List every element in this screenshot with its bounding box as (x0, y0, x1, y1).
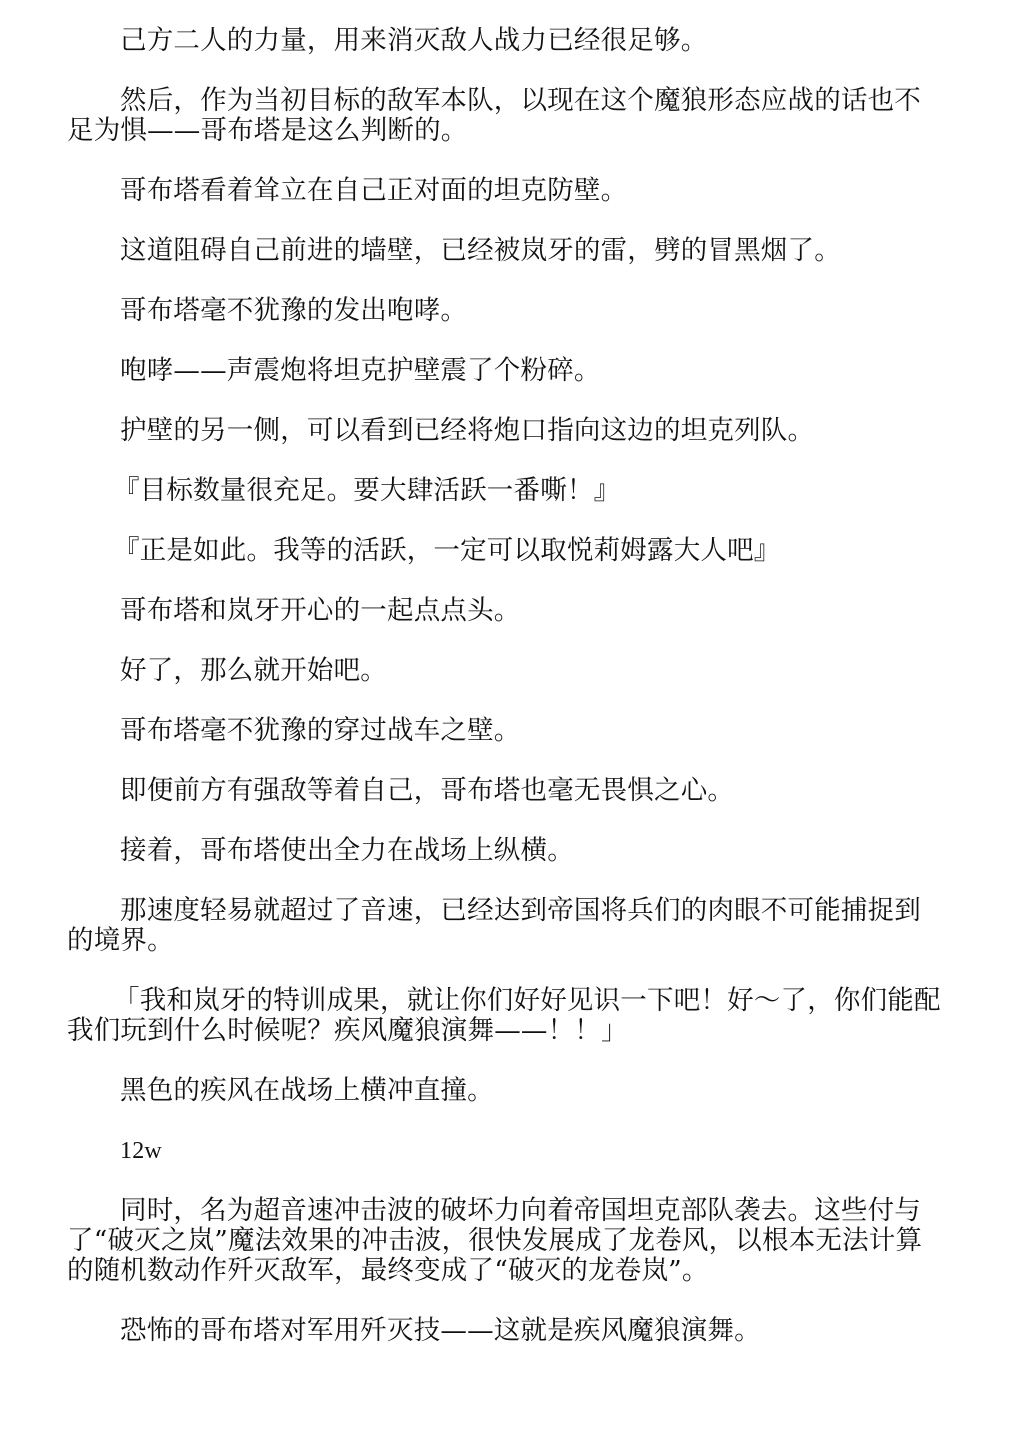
document-page (67, 26, 947, 1376)
section-marker: 12w (120, 1138, 162, 1164)
paragraph: 哥布塔看着耸立在自己正对面的坦克防壁。 (120, 175, 628, 206)
dialog-paragraph: 『正是如此。我等的活跃，一定可以取悦莉姆露大人吧』 (113, 535, 781, 566)
paragraph: 然后，作为当初目标的敌军本队，以现在这个魔狼形态应战的话也不足为惧——哥布塔是这么判断的。 (67, 85, 921, 146)
paragraph: 即便前方有强敌等着自己，哥布塔也毫无畏惧之心。 (120, 775, 735, 806)
paragraph: 哥布塔毫不犹豫的发出咆哮。 (120, 295, 468, 326)
paragraph: 同时，名为超音速冲击波的破坏力向着帝国坦克部队袭去。这些付与了“破灭之岚”魔法效果的冲击波，很快发展成了龙卷风，以根本无法计算的随机数动作歼灭敌军，最终变成了“破灭的龙卷岚”。 (67, 1195, 923, 1286)
paragraph: 护壁的另一侧，可以看到已经将炮口指向这边的坦克列队。 (120, 415, 815, 446)
paragraph: 那速度轻易就超过了音速，已经达到帝国将兵们的肉眼不可能捕捉到的境界。 (67, 895, 921, 956)
paragraph: 恐怖的哥布塔对军用歼灭技——这就是疾风魔狼演舞。 (120, 1315, 761, 1346)
paragraph: 黑色的疾风在战场上横冲直撞。 (120, 1075, 494, 1106)
paragraph: 好了，那么就开始吧。 (120, 655, 387, 686)
dialog-paragraph: 『目标数量很充足。要大肆活跃一番嘶！』 (113, 475, 621, 506)
paragraph: 哥布塔毫不犹豫的穿过战车之壁。 (120, 715, 521, 746)
paragraph: 己方二人的力量，用来消灭敌人战力已经很足够。 (120, 25, 708, 56)
paragraph: 哥布塔和岚牙开心的一起点点头。 (120, 595, 521, 626)
paragraph: 这道阻碍自己前进的墙壁，已经被岚牙的雷，劈的冒黑烟了。 (120, 235, 841, 266)
paragraph: 接着，哥布塔使出全力在战场上纵横。 (120, 835, 574, 866)
paragraph: 咆哮——声震炮将坦克护壁震了个粉碎。 (120, 355, 601, 386)
dialog-paragraph: 「我和岚牙的特训成果，就让你们好好见识一下吧！好～了，你们能配我们玩到什么时候呢？疾风魔狼演舞——！！」 (67, 985, 941, 1046)
